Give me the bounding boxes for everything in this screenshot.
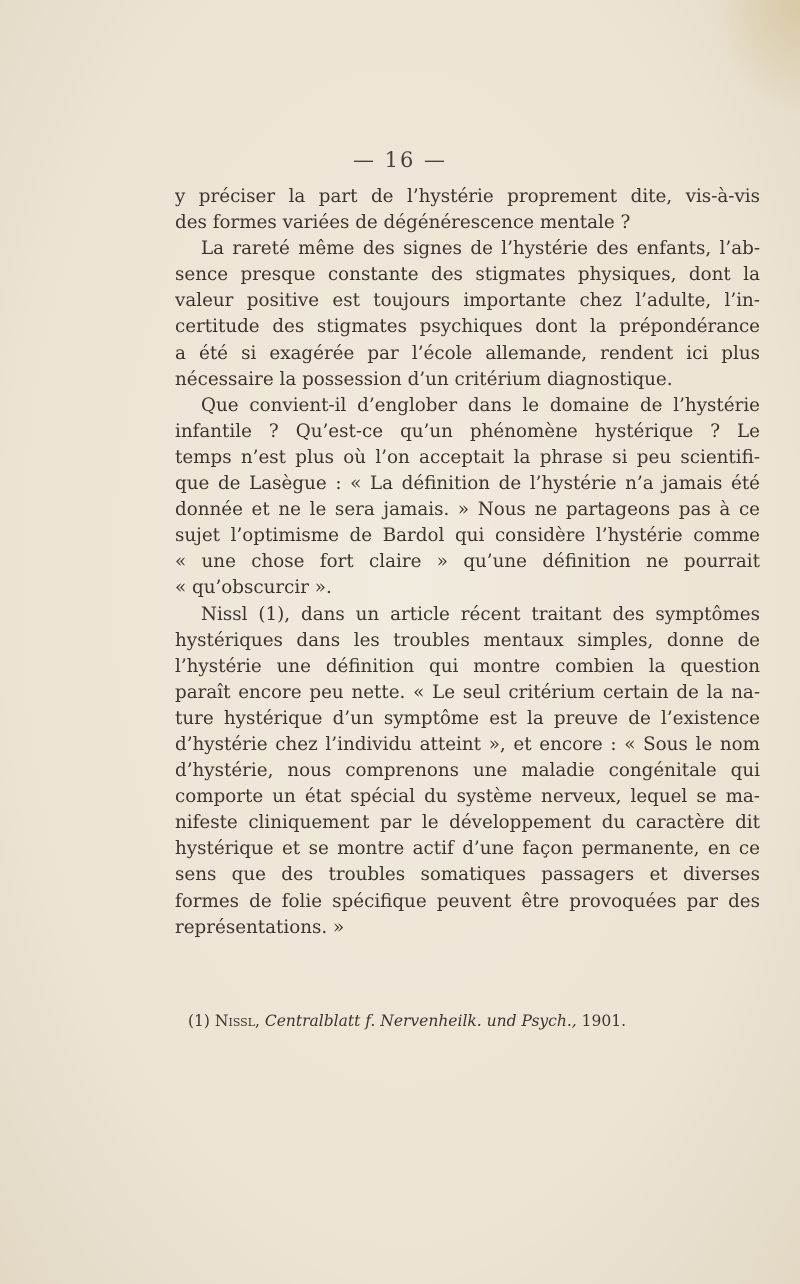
footnote xyxy=(188,1011,626,1031)
text-line: d’hystérie chez l’individu atteint », et encore : « Sous le nom xyxy=(175,733,760,755)
text-line: « qu’obscurcir ». xyxy=(175,577,332,599)
text-line: sens que des troubles somatiques passagers et diverses xyxy=(175,864,760,886)
footnote-marker: (1) xyxy=(188,1012,210,1030)
text-line: l’hystérie une définition qui montre combien la question xyxy=(175,655,760,677)
text-line: « une chose fort claire » qu’une définition ne pourrait xyxy=(175,551,760,573)
page-number: — 16 — xyxy=(352,148,448,172)
text-line: paraît encore peu nette. « Le seul critérium certain de la na- xyxy=(175,681,760,703)
text-line: des formes variées de dégénérescence mentale ? xyxy=(175,212,631,234)
text-line: Nissl (1), dans un article récent traitant des symptômes xyxy=(201,603,760,625)
text-line: temps n’est plus où l’on acceptait la phrase si peu scientifi- xyxy=(175,446,760,468)
text-line: représentations. » xyxy=(175,916,345,938)
footnote-journal: Centralblatt f. Nervenheilk. und Psych., xyxy=(264,1012,577,1030)
text-line: que de Lasègue : « La définition de l’hystérie n’a jamais été xyxy=(175,473,760,495)
text-line: y préciser la part de l’hystérie proprement dite, vis-à-vis xyxy=(175,186,760,207)
text-line: formes de folie spécifique peuvent être provoquées par des xyxy=(175,890,760,912)
text-line: sujet l’optimisme de Bardol qui considère l’hystérie comme xyxy=(175,525,760,547)
text-line: certitude des stigmates psychiques dont la prépondérance xyxy=(175,316,760,338)
footnote-year: 1901. xyxy=(581,1012,627,1030)
text-line: sence presque constante des stigmates physiques, dont la xyxy=(175,264,760,286)
text-line: d’hystérie, nous comprenons une maladie congénitale qui xyxy=(175,760,760,782)
paper-stain xyxy=(710,0,800,120)
body-text xyxy=(175,184,760,941)
text-line: a été si exagérée par l’école allemande, rendent ici plus xyxy=(175,342,760,364)
text-line: donnée et ne le sera jamais. » Nous ne partageons pas à ce xyxy=(175,499,760,521)
text-line: nifeste cliniquement par le développement du caractère dit xyxy=(175,812,760,834)
text-line: hystérique et se montre actif d’une façon permanente, en ce xyxy=(175,838,760,860)
text-line: La rareté même des signes de l’hystérie des enfants, l’ab- xyxy=(201,238,760,260)
text-line: hystériques dans les troubles mentaux simples, donne de xyxy=(175,629,760,651)
text-line: nécessaire la possession d’un critérium diagnostique. xyxy=(175,368,673,390)
text-line: Que convient-il d’englober dans le domaine de l’hystérie xyxy=(201,394,760,416)
text-line: comporte un état spécial du système nerveux, lequel se ma- xyxy=(175,786,760,808)
text-line: ture hystérique d’un symptôme est la preuve de l’existence xyxy=(175,707,760,729)
footnote-author: Nissl, xyxy=(214,1012,260,1030)
text-line: valeur positive est toujours importante chez l’adulte, l’in- xyxy=(175,290,760,312)
text-line: infantile ? Qu’est-ce qu’un phénomène hystérique ? Le xyxy=(175,420,760,442)
